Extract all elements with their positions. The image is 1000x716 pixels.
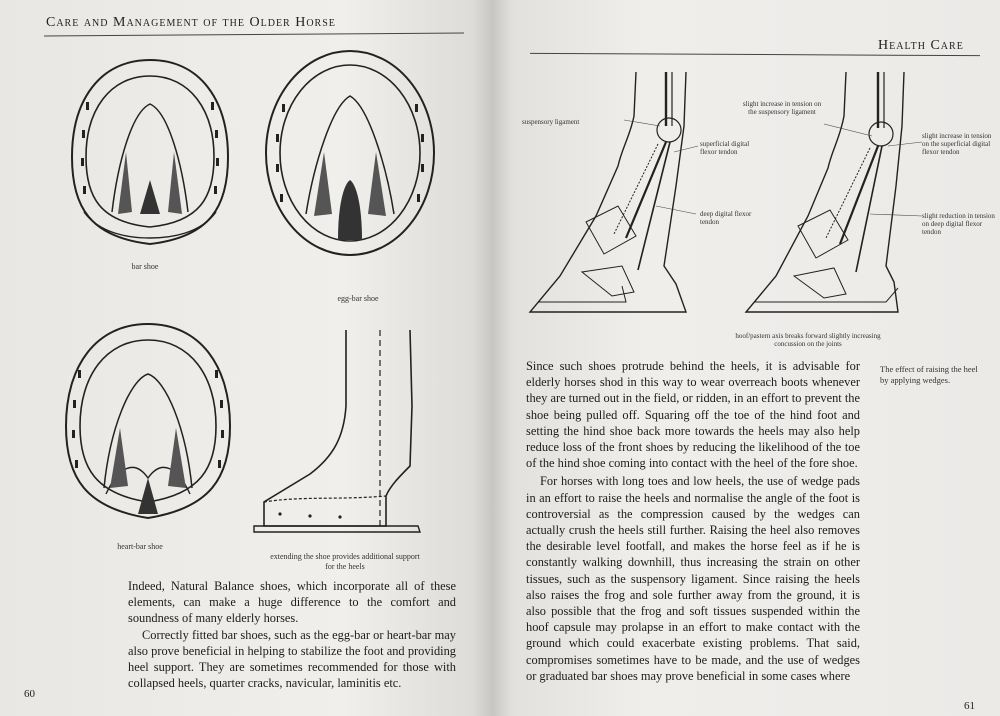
right-body-text bbox=[526, 358, 860, 684]
tendon-diagram-illustration bbox=[526, 66, 946, 328]
header-rule-left bbox=[44, 33, 464, 37]
caption-heart-bar-shoe: heart-bar shoe bbox=[117, 542, 163, 551]
label-tension-suspensory: slight increase in tension on the suspensory ligament bbox=[742, 100, 822, 116]
left-paragraph-2: Correctly fitted bar shoes, such as the egg-bar or heart-bar may also prove beneficial in helping to stabilize the foot and providing heel support. They are sometimes recommended for those with collapsed heels, quarter cracks, navicular, laminitis etc. bbox=[128, 627, 456, 691]
left-page bbox=[0, 0, 492, 716]
right-paragraph-1: Since such shoes protrude behind the heels, it is advisable for elderly horses shod in this way to wear overreach boots whenever they are turned out in the field, or ridden, in an effort to prevent the shoe being pulled off. Squaring off the toe of the hind foot and setting the hind shoe back more towards the heels may also help reduce loss of the front shoes by reducing the likelihood of the toe of the hind shoe coming into contact with the heel of the fore shoe. bbox=[526, 359, 860, 471]
folio-right: 61 bbox=[964, 700, 975, 712]
egg-bar-shoe-illustration bbox=[258, 44, 442, 262]
caption-bar-shoe: bar shoe bbox=[131, 262, 159, 271]
label-tension-superficial: slight increase in tension on the superficial digital flexor tendon bbox=[922, 132, 992, 156]
caption-extending-shoe: extending the shoe provides additional support for the heels bbox=[270, 552, 420, 571]
caption-egg-bar-shoe: egg-bar shoe bbox=[337, 294, 379, 303]
leg-normal-drawing bbox=[530, 72, 686, 312]
label-suspensory-ligament: suspensory ligament bbox=[522, 118, 580, 126]
extended-shoe-side-illustration bbox=[250, 326, 430, 540]
running-head-right: Health Care bbox=[878, 38, 964, 53]
right-page bbox=[492, 0, 1000, 716]
label-reduction-deep: slight reduction in tension on deep digital flexor tendon bbox=[922, 212, 995, 236]
folio-left: 60 bbox=[24, 688, 35, 700]
running-head-left: Care and Management of the Older Horse bbox=[46, 15, 336, 30]
left-body-text bbox=[128, 578, 456, 691]
left-paragraph-1: Indeed, Natural Balance shoes, which incorporate all of these elements, can make a huge difference to the comfort and soundness of many elderly horses. bbox=[128, 579, 456, 626]
label-deep-flexor: deep digital flexor tendon bbox=[700, 210, 752, 226]
sidenote-wedges: The effect of raising the heel by applying wedges. bbox=[880, 364, 978, 385]
label-superficial-flexor: superficial digital flexor tendon bbox=[700, 140, 750, 156]
right-paragraph-2: For horses with long toes and low heels, the use of wedge pads in an effort to raise the heels and normalise the angle of the foot is controversial as the compression caused by the wedges can actually crush the heels still further. Raising the heel also removes the desirable level footfall, and makes the horse feel as if he is constantly walking downhill, thus increasing the strain on other tissues, such as the suspensory ligament. Since raising the heels also raises the frog and sole further away from the ground, it is also possible that the frog and soft tissues suspended within the hoof capsule may prolapse in an effort to make contact with the ground which could exacerbate existing problems. That said, compromises sometimes have to be made, and the use of wedges or graduated bar shoes may prove beneficial in some cases where bbox=[526, 474, 860, 683]
bar-shoe-illustration bbox=[60, 52, 240, 257]
label-hoof-axis: hoof/pastern axis breaks forward slightly increasing concussion on the joints bbox=[735, 332, 881, 348]
heart-bar-shoe-illustration bbox=[58, 318, 238, 528]
